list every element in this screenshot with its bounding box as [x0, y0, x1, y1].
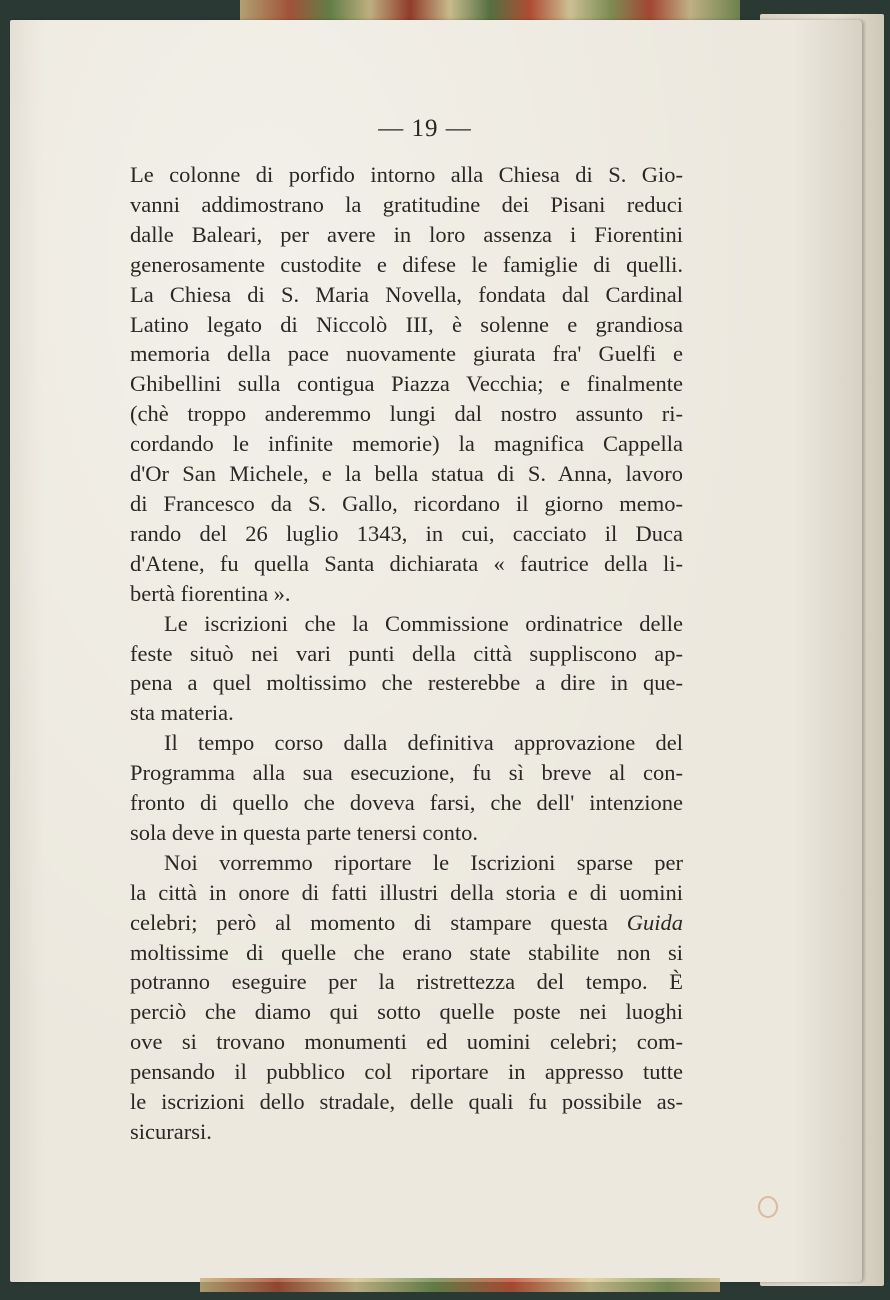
paper-stain — [758, 1196, 778, 1218]
text-fragment: celebri; però al momento di stampare questa — [130, 909, 608, 935]
text-line: Le iscrizioni che la Commissione ordinatrice delle — [164, 610, 683, 636]
marbled-endpaper-top — [240, 0, 740, 22]
text-line: fronto di quello che doveva farsi, che dell' intenzione — [130, 790, 683, 816]
text-line: sta materia. — [130, 700, 234, 726]
page-number: — 19 — — [378, 115, 472, 142]
text-line: vanni addimostrano la gratitudine dei Pisani reduci — [130, 191, 683, 217]
text-line: le iscrizioni dello stradale, delle quali fu possibile as- — [130, 1089, 683, 1115]
text-line: Il tempo corso dalla definitiva approvazione del — [164, 730, 683, 756]
text-line: di Francesco da S. Gallo, ricordano il giorno memo- — [130, 490, 683, 516]
text-line: Noi vorremmo riportare le Iscrizioni sparse per — [164, 849, 683, 875]
text-line: cordando le infinite memorie) la magnifica Cappella — [130, 431, 683, 457]
text-line: la città in onore di fatti illustri della storia e di uomini — [130, 879, 683, 905]
text-line: rando del 26 luglio 1343, in cui, cacciato il Duca — [130, 520, 683, 546]
book-page — [10, 20, 862, 1282]
body-text — [130, 160, 683, 1147]
text-line: sicurarsi. — [130, 1119, 212, 1144]
text-line: ove si trovano monumenti ed uomini celebri; com- — [130, 1029, 683, 1055]
text-line: moltissime di quelle che erano state stabilite non si — [130, 939, 683, 965]
text-line: (chè troppo anderemmo lungi dal nostro assunto ri- — [130, 401, 683, 427]
text-line: memoria della pace nuovamente giurata fra' Guelfi e — [130, 341, 683, 367]
text-line: pensando il pubblico col riportare in appresso tutte — [130, 1059, 683, 1085]
text-line: bertà fiorentina ». — [130, 580, 291, 606]
text-line: sola deve in questa parte tenersi conto. — [130, 819, 479, 845]
marbled-endpaper-bottom — [200, 1278, 720, 1292]
text-line: Latino legato di Niccolò III, è solenne e grandiosa — [130, 311, 683, 337]
text-line: Le colonne di porfido intorno alla Chiesa di S. Gio- — [130, 162, 683, 187]
text-line: La Chiesa di S. Maria Novella, fondata dal Cardinal — [130, 281, 683, 307]
text-line: pena a quel moltissimo che resterebbe a dire in que- — [130, 670, 683, 696]
text-line: dalle Baleari, per avere in loro assenza i Fiorentini — [130, 221, 683, 247]
text-line: Ghibellini sulla contigua Piazza Vecchia; e finalmente — [130, 371, 683, 397]
text-line-with-italic — [130, 908, 683, 938]
text-line: potranno eseguire per la ristrettezza del tempo. È — [130, 969, 683, 995]
text-line: d'Atene, fu quella Santa dichiarata « fautrice della li- — [130, 550, 683, 576]
text-line: generosamente custodite e difese le famiglie di quelli. — [130, 251, 683, 277]
italic-title-guida: Guida — [626, 909, 683, 935]
text-line: feste situò nei vari punti della città suppliscono ap- — [130, 640, 683, 666]
text-line: d'Or San Michele, e la bella statua di S. Anna, lavoro — [130, 461, 683, 487]
text-line: Programma alla sua esecuzione, fu sì breve al con- — [130, 760, 683, 786]
text-line: perciò che diamo qui sotto quelle poste nei luoghi — [130, 999, 683, 1025]
